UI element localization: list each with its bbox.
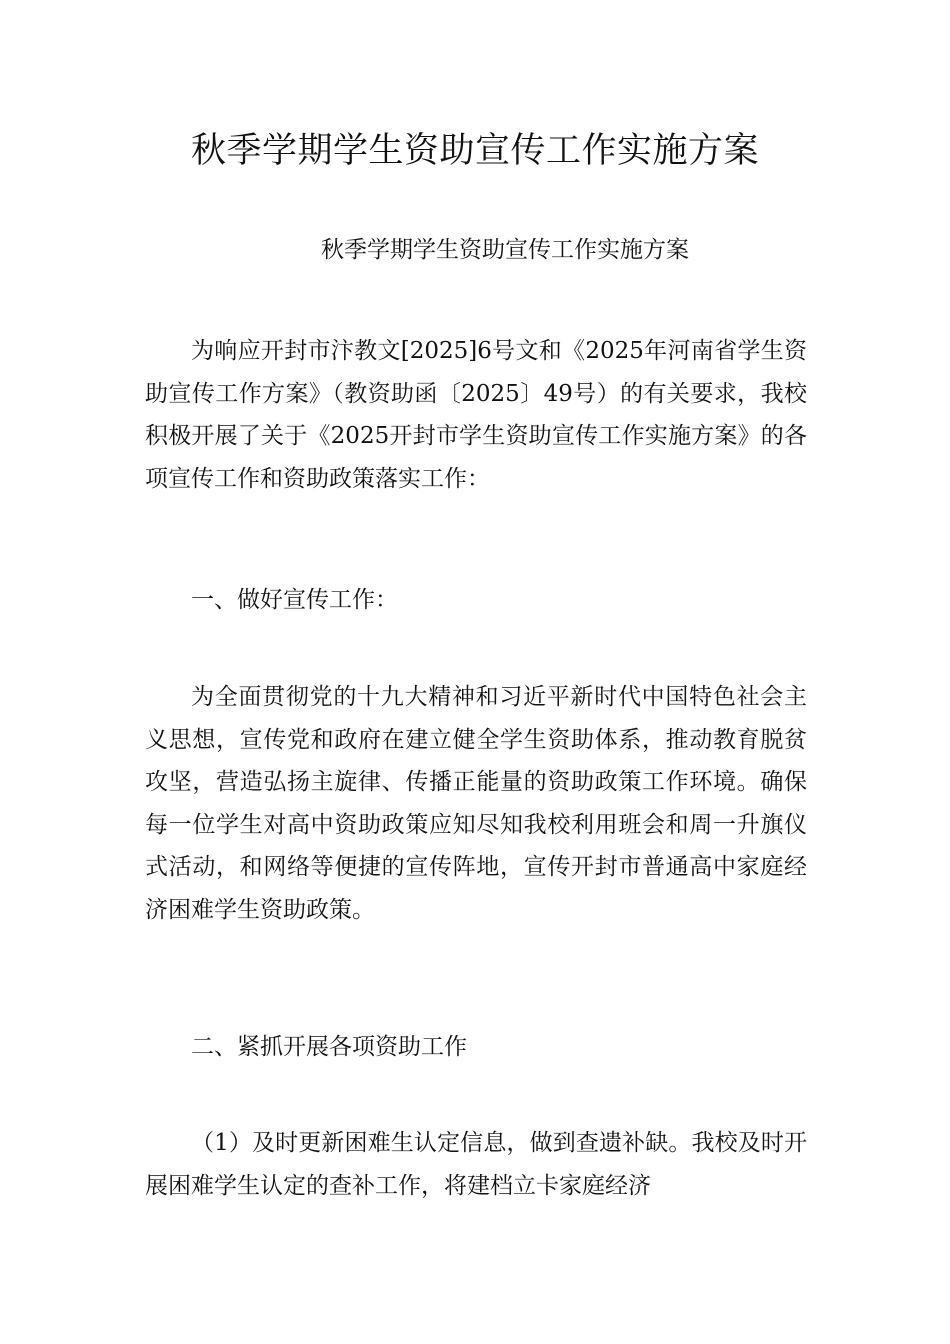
section-2-heading: 二、紧抓开展各项资助工作 [191, 1034, 467, 1060]
document-title: 秋季学期学生资助宣传工作实施方案 [190, 131, 759, 171]
section-2-paragraph: （1）及时更新困难生认定信息，做到查遗补缺。我校及时开展困难学生认定的查补工作，将建档立卡家庭经济 [145, 1130, 807, 1199]
document-subtitle: 秋季学期学生资助宣传工作实施方案 [321, 237, 689, 263]
section-1-heading: 一、做好宣传工作： [191, 587, 398, 613]
intro-paragraph: 为响应开封市汴教文[2025]6号文和《2025年河南省学生资助宣传工作方案》（教资助函〔2025〕49号）的有关要求，我校积极开展了关于《2025开封市学生资助宣传工作实施方案》的各项宣传工作和资助政策落实工作： [145, 338, 807, 492]
section-1-paragraph: 为全面贯彻党的十九大精神和习近平新时代中国特色社会主义思想，宣传党和政府在建立健全学生资助体系，推动教育脱贫攻坚，营造弘扬主旋律、传播正能量的资助政策工作环境。确保每一位学生对高中资助政策应知尽知我校利用班会和周一升旗仪式活动，和网络等便捷的宣传阵地，宣传开封市普通高中家庭经济困难学生资助政策。 [145, 684, 807, 923]
